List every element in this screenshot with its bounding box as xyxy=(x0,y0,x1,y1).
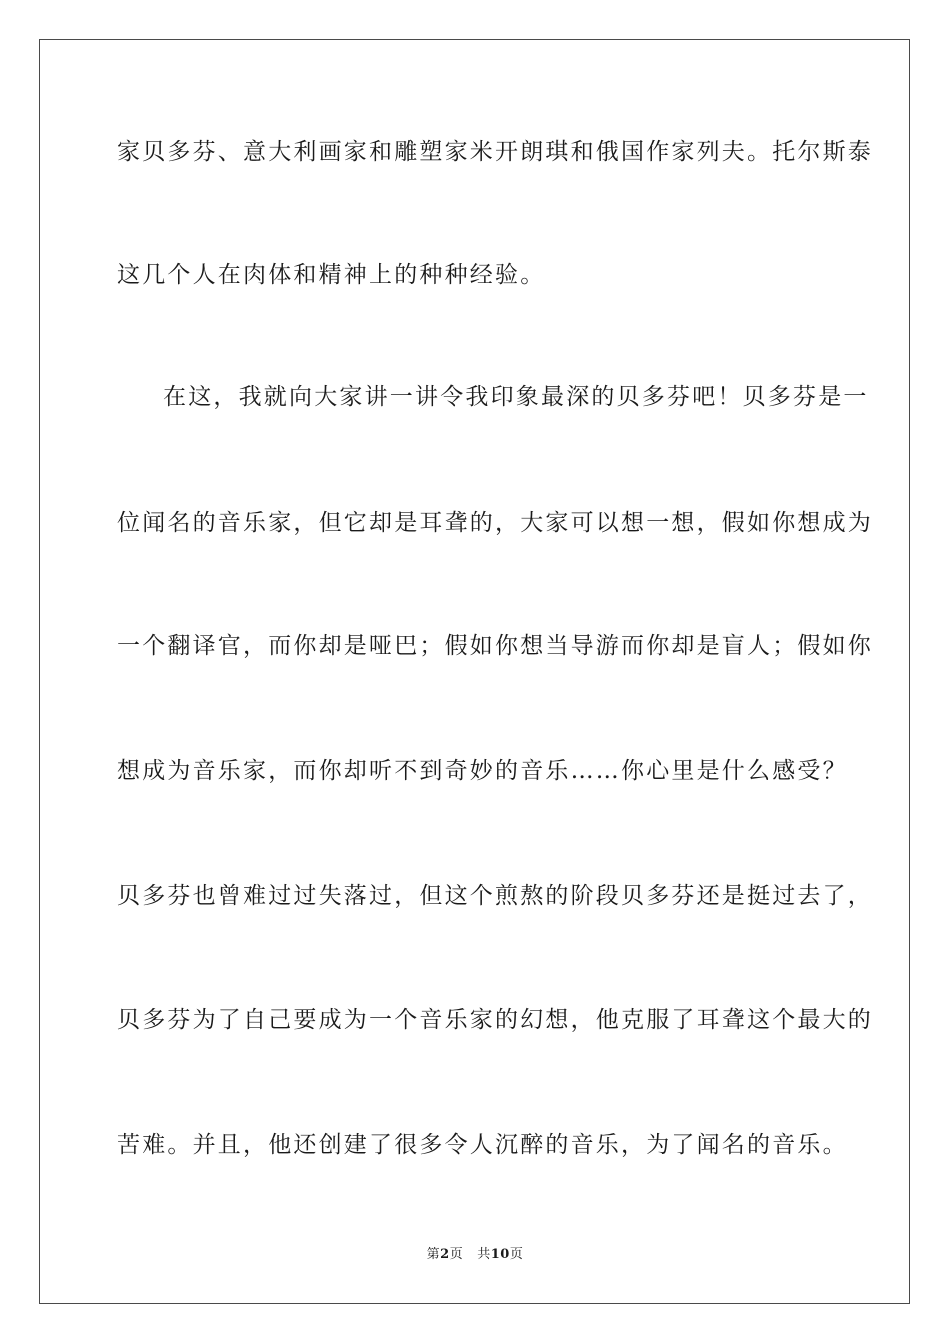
page-prefix: 第 xyxy=(426,1247,441,1262)
text-line: 家贝多芬、意大利画家和雕塑家米开朗琪和俄国作家列夫。托尔斯泰 xyxy=(117,139,873,165)
total-suffix: 页 xyxy=(509,1247,524,1262)
text-line: 想成为音乐家，而你却听不到奇妙的音乐……你心里是什么感受？ xyxy=(117,758,848,784)
text-line: 一个翻译官，而你却是哑巴；假如你想当导游而你却是盲人；假如你 xyxy=(117,633,873,659)
page-number: 2 xyxy=(440,1247,450,1262)
text-line: 苦难。并且，他还创建了很多令人沉醉的音乐，为了闻名的音乐。 xyxy=(117,1132,848,1158)
text-line: 这几个人在肉体和精神上的种种经验。 xyxy=(117,262,546,288)
page-border xyxy=(39,39,910,1304)
paragraph-first-line: 在这，我就向大家讲一讲令我印象最深的贝多芬吧！贝多芬是一 xyxy=(163,384,869,410)
text-line: 贝多芬为了自己要成为一个音乐家的幻想，他克服了耳聋这个最大的 xyxy=(117,1007,873,1033)
total-prefix: 共 xyxy=(477,1247,491,1262)
text-line: 位闻名的音乐家，但它却是耳聋的，大家可以想一想，假如你想成为 xyxy=(117,510,873,536)
page-footer xyxy=(0,1246,950,1264)
page-suffix: 页 xyxy=(449,1247,464,1262)
total-pages: 10 xyxy=(490,1247,510,1262)
text-line: 贝多芬也曾难过过失落过，但这个煎熬的阶段贝多芬还是挺过去了， xyxy=(117,883,873,909)
